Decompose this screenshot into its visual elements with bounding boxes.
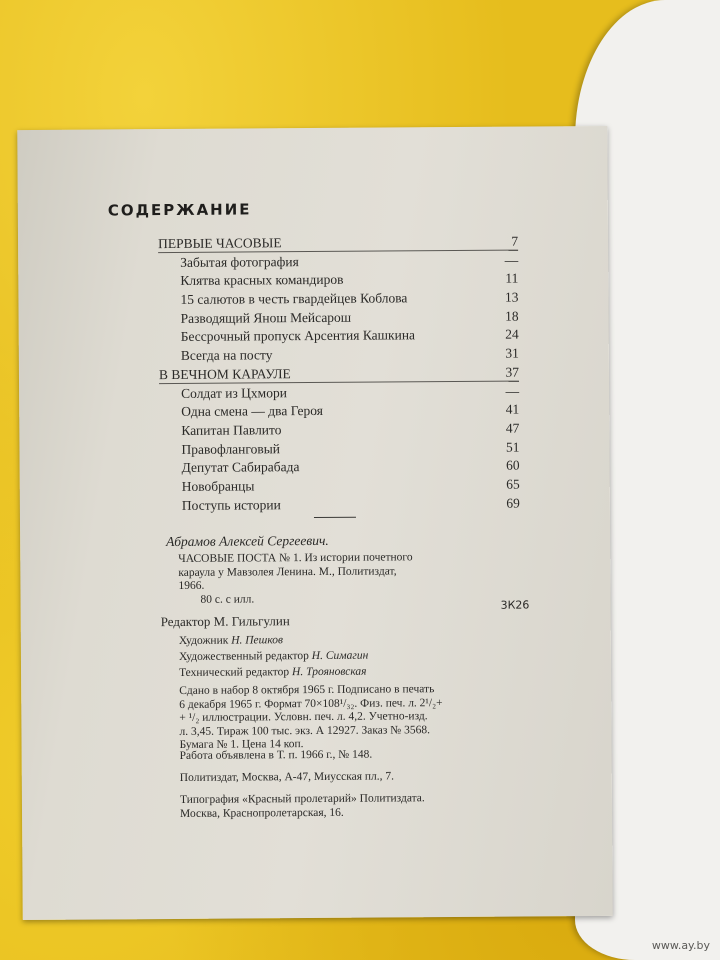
toc-entry-page: 24	[505, 327, 519, 343]
technical-line: л. 3,45. Тираж 100 тыс. экз. А 12927. Заказ № 3568.	[179, 723, 431, 738]
separator-rule	[314, 517, 356, 518]
toc-entry-label: Бессрочный пропуск Арсентия Кашкина	[180, 327, 416, 345]
staff-list	[179, 630, 549, 681]
toc-entry-page: 31	[505, 345, 519, 361]
staff-line	[179, 662, 549, 681]
classification-code: 3К26	[500, 598, 530, 612]
toc-title: СОДЕРЖАНИЕ	[107, 200, 252, 220]
toc-entry-page: 51	[505, 439, 520, 455]
toc-list	[158, 233, 520, 516]
annotation	[178, 550, 530, 593]
toc-entry-label: В ВЕЧНОМ КАРАУЛЕ	[158, 365, 291, 382]
staff-role: Технический редактор	[179, 666, 290, 679]
toc-entry	[159, 326, 519, 347]
technical-line: + ¹/₂ иллюстрации. Условн. печ. л. 4,2. Учетно-изд.	[179, 710, 428, 724]
toc-entry-page: 11	[505, 270, 519, 287]
staff-name: Н. Трояновская	[291, 665, 367, 679]
toc-entry-label: Клятва красных командиров	[180, 272, 344, 289]
toc-entry-label: ПЕРВЫЕ ЧАСОВЫЕ	[157, 235, 282, 252]
toc-entry	[158, 270, 518, 291]
toc-entry-page: —	[504, 252, 519, 268]
toc-entry-label: Всегда на посту	[180, 347, 273, 364]
toc-entry-label: Новобранцы	[181, 478, 255, 494]
toc-entry	[160, 457, 520, 478]
toc-entry	[158, 289, 518, 310]
announcement-line: Работа объявлена в Т. п. 1966 г., № 148.	[179, 748, 373, 762]
toc-entry	[158, 233, 518, 254]
toc-entry-page: 41	[505, 401, 520, 417]
toc-entry	[159, 382, 519, 403]
toc-entry-label: Депутат Сабирабада	[181, 459, 300, 476]
toc-entry-page: 60	[506, 457, 520, 473]
toc-entry-label: Солдат из Цхмори	[181, 384, 287, 401]
annotation-line: ЧАСОВЫЕ ПОСТА № 1. Из истории почетного	[178, 551, 413, 565]
toc-entry	[160, 476, 520, 497]
technical-details	[179, 682, 531, 752]
editor-line: Редактор М. Гильгулин	[160, 613, 290, 630]
toc-entry-page: 7	[511, 233, 519, 249]
toc-entry	[160, 494, 520, 515]
staff-role: Художник	[178, 634, 229, 647]
toc-entry-label: Поступь истории	[181, 496, 281, 513]
printer-line: Москва, Краснопролетарская, 16.	[179, 806, 344, 820]
toc-entry-page: 18	[505, 308, 519, 324]
toc-entry-label: Забытая фотография	[180, 253, 299, 270]
annotation-line: караула у Мавзолея Ленина. М., Политиздат,	[178, 564, 397, 579]
toc-entry-page: 13	[504, 289, 519, 305]
toc-entry-label: Одна смена — два Героя	[181, 403, 323, 420]
toc-entry-label: Капитан Павлито	[181, 422, 282, 438]
toc-entry	[159, 363, 519, 384]
toc-entry-page: —	[505, 383, 520, 399]
technical-line: 6 декабря 1965 г. Формат 70×108¹/₃₂. Физ. печ. л. 2¹/₂+	[179, 696, 443, 711]
toc-entry	[159, 345, 519, 366]
toc-entry-label: Правофланговый	[181, 440, 281, 457]
toc-entry	[159, 401, 519, 422]
toc-entry	[158, 251, 518, 272]
toc-entry-page: 47	[505, 420, 520, 436]
toc-entry-page: 65	[506, 476, 520, 492]
publisher-address: Политиздат, Москва, А-47, Миусская пл., 7.	[179, 770, 395, 784]
page-count: 80 с. с илл.	[200, 593, 255, 606]
staff-name: Н. Пешков	[231, 634, 284, 647]
staff-name: Н. Симагин	[311, 649, 369, 663]
toc-entry	[159, 419, 519, 440]
toc-entry-label: 15 салютов в честь гвардейцев Коблова	[180, 290, 408, 307]
toc-entry-page: 37	[505, 364, 520, 380]
annotation-line: 1966.	[178, 579, 205, 592]
toc-entry-label: Разводящий Янош Мейсарош	[180, 309, 352, 326]
staff-role: Художественный редактор	[178, 650, 309, 663]
technical-line: Сдано в набор 8 октября 1965 г. Подписано в печать	[179, 683, 435, 697]
printer-line: Типография «Красный пролетарий» Политиздата.	[179, 792, 425, 806]
author-line: Абрамов Алексей Сергеевич.	[166, 532, 329, 550]
printer-info	[180, 790, 540, 821]
site-watermark: www.ay.by	[651, 939, 710, 952]
toc-entry	[159, 438, 519, 459]
book-page	[17, 126, 613, 920]
toc-entry	[159, 307, 519, 328]
technical-line: Бумага № 1. Цена 14 коп.	[179, 738, 304, 751]
toc-entry-page: 69	[506, 495, 520, 511]
